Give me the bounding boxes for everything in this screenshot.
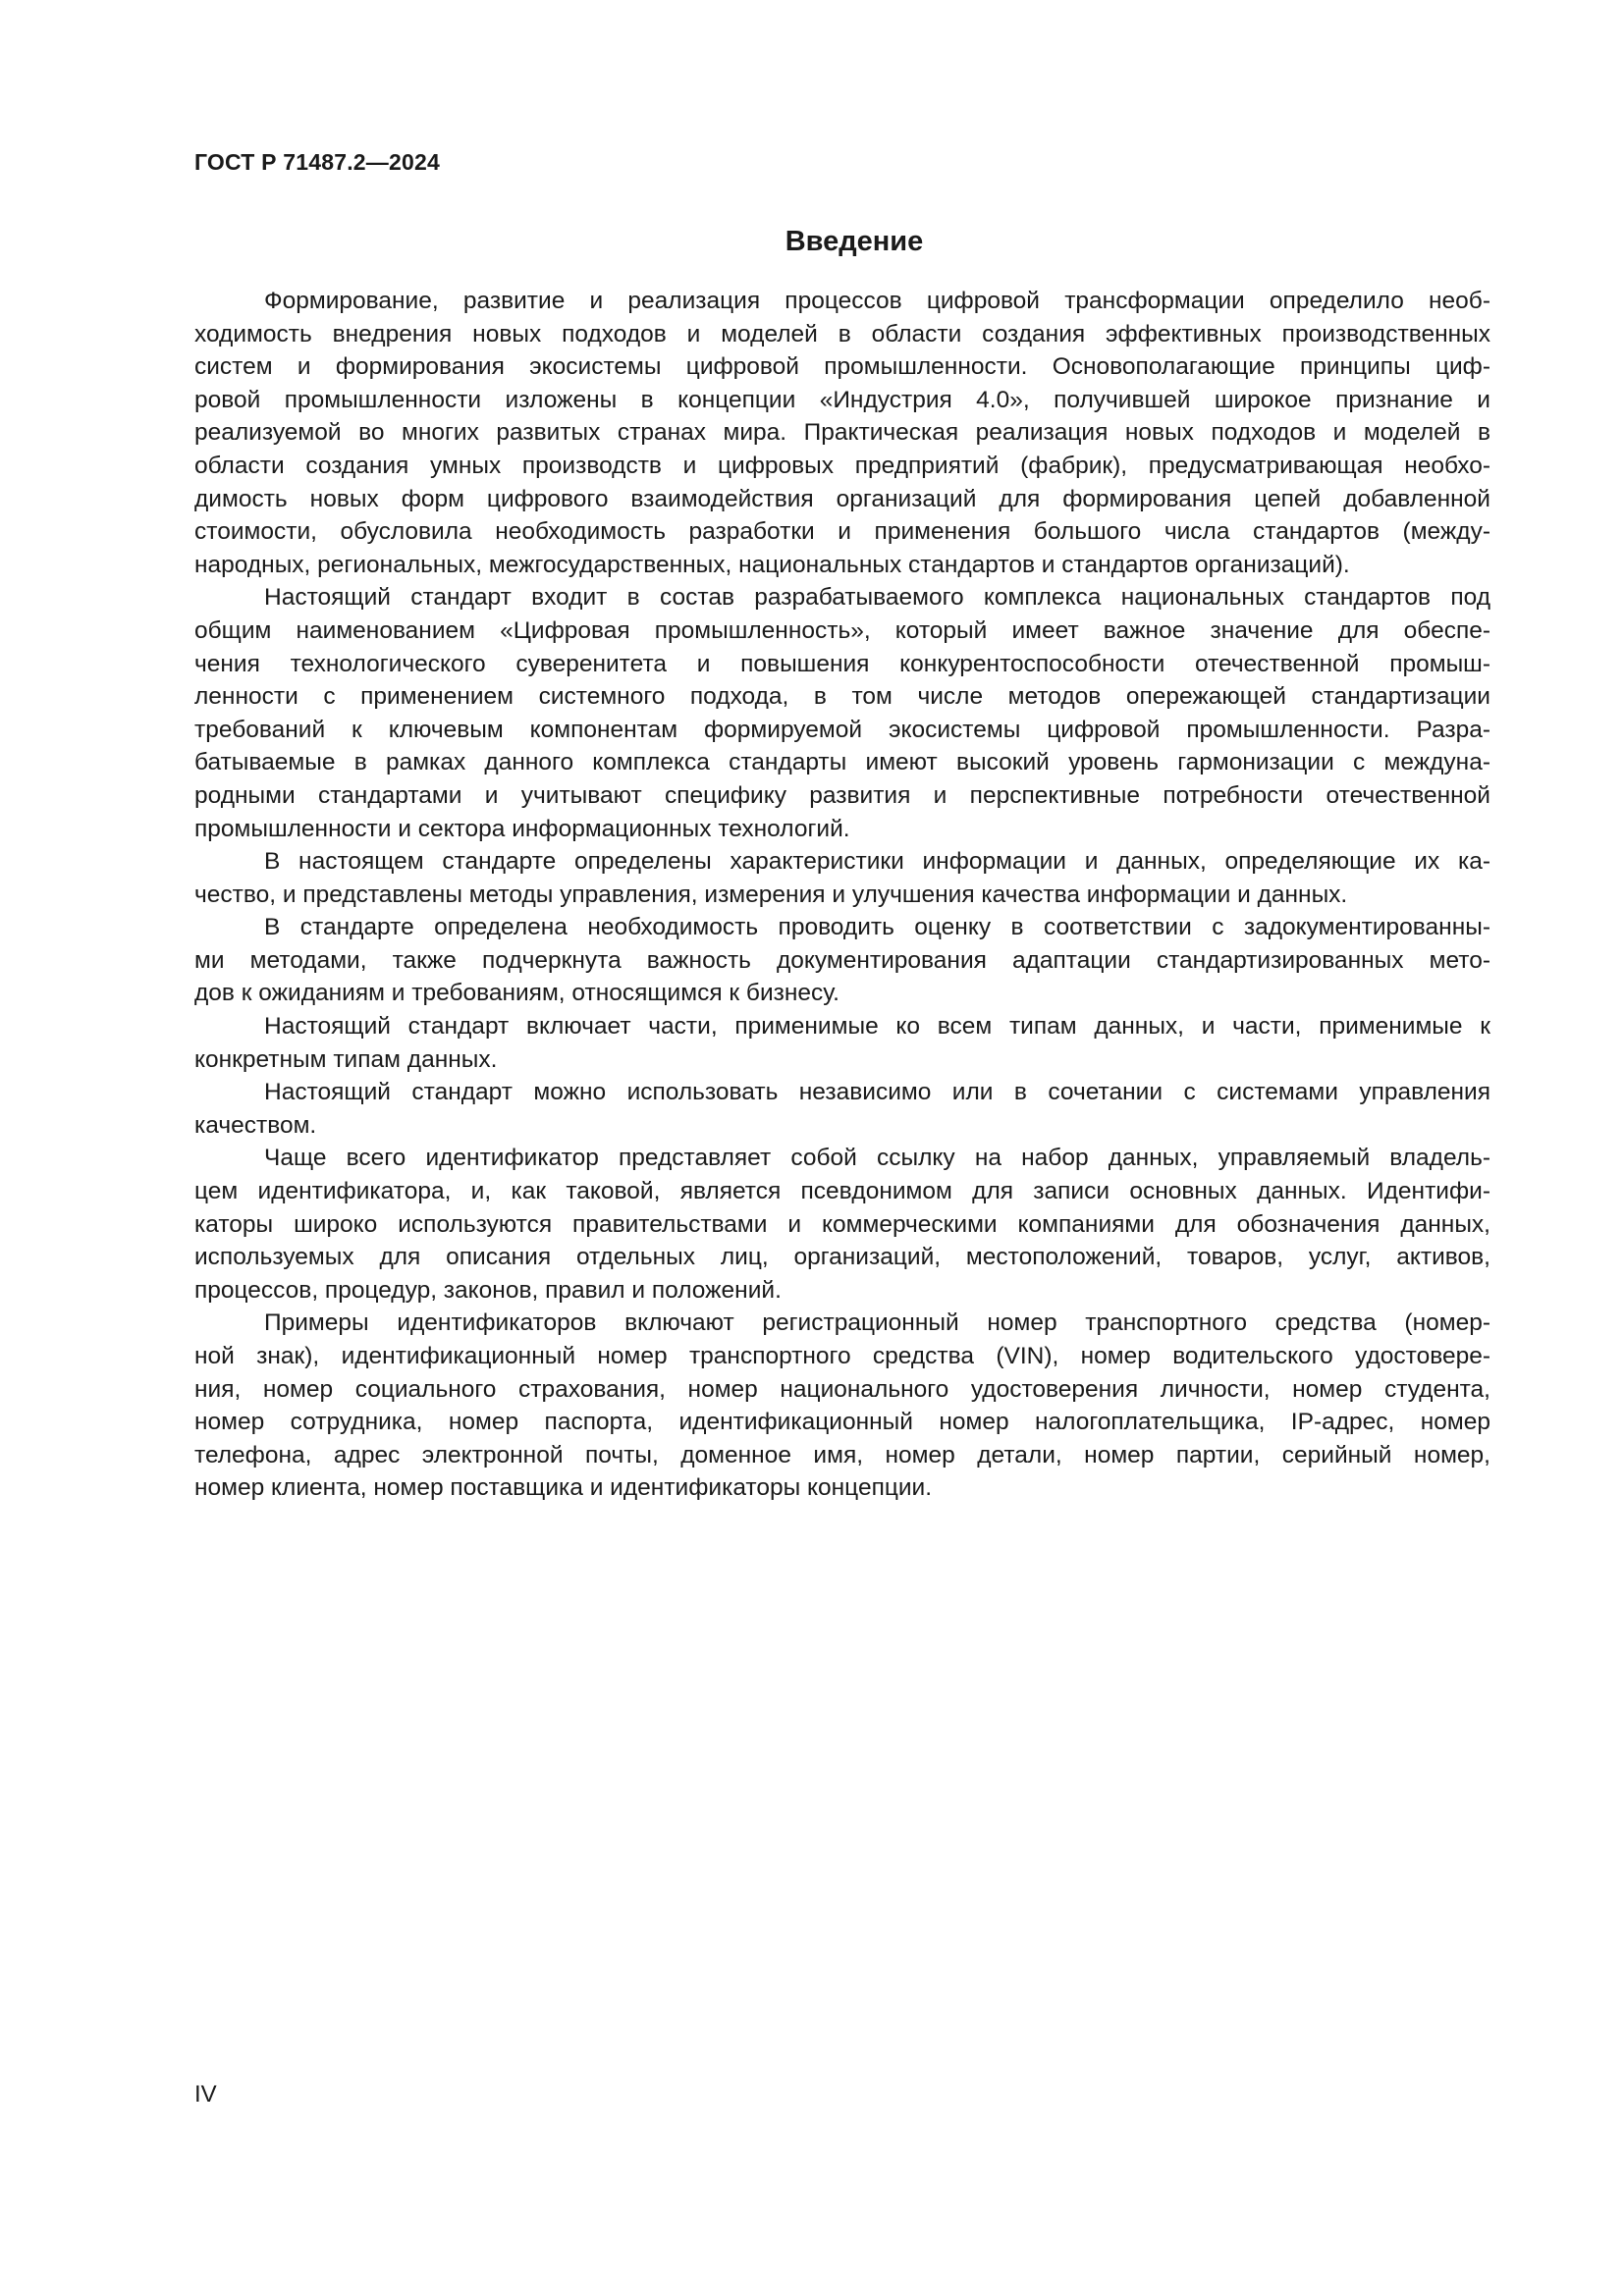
text-line: номер сотрудника, номер паспорта, идентификационный номер налогоплательщика, IP-адрес, номер (194, 1409, 1490, 1436)
text-line: конкретным типам данных. (194, 1045, 498, 1073)
text-line: Настоящий стандарт можно использовать независимо или в сочетании с системами управления (264, 1079, 1490, 1106)
section-title: Введение (785, 226, 924, 257)
text-line: промышленности и сектора информационных технологий. (194, 815, 850, 842)
text-line: систем и формирования экосистемы цифровой промышленности. Основополагающие принципы циф- (194, 353, 1490, 381)
text-line: Настоящий стандарт входит в состав разрабатываемого комплекса национальных стандартов под (264, 584, 1490, 612)
text-line: батываемые в рамках данного комплекса стандарты имеют высокий уровень гармонизации с междуна- (194, 749, 1490, 776)
paragraph (194, 1307, 1490, 1505)
text-line: общим наименованием «Цифровая промышленность», который имеет важное значение для обеспе- (194, 616, 1490, 644)
text-line: цем идентификатора, и, как таковой, является псевдонимом для записи основных данных. Идентифи- (194, 1178, 1490, 1205)
text-line: процессов, процедур, законов, правил и положений. (194, 1276, 782, 1304)
text-line: области создания умных производств и цифровых предприятий (фабрик), предусматривающая необхо- (194, 452, 1490, 479)
text-line: Формирование, развитие и реализация процессов цифровой трансформации определило необ- (264, 288, 1490, 314)
text-line: народных, региональных, межгосударственных, национальных стандартов и стандартов организаций). (194, 551, 1350, 578)
document-header: ГОСТ Р 71487.2—2024 (194, 149, 440, 175)
text-line: телефона, адрес электронной почты, доменное имя, номер детали, номер партии, серийный номер, (194, 1441, 1490, 1468)
text-line: ми методами, также подчеркнута важность документирования адаптации стандартизированных мето- (194, 946, 1490, 974)
text-line: Настоящий стандарт включает части, применимые ко всем типам данных, и части, применимые к (264, 1013, 1490, 1041)
text-line: качеством. (194, 1111, 317, 1139)
text-line: реализуемой во многих развитых странах мира. Практическая реализация новых подходов и моделей в (194, 419, 1490, 447)
text-line: димость новых форм цифрового взаимодействия организаций для формирования цепей добавленной (194, 485, 1490, 512)
text-line: требований к ключевым компонентам формируемой экосистемы цифровой промышленности. Разра- (194, 716, 1490, 743)
text-line: стоимости, обусловила необходимость разработки и применения большого числа стандартов (между- (194, 518, 1490, 546)
text-line: номер клиента, номер поставщика и идентификаторы концепции. (194, 1474, 933, 1502)
text-line: Примеры идентификаторов включают регистрационный номер транспортного средства (номер- (264, 1309, 1490, 1337)
text-line: ровой промышленности изложены в концепции «Индустрия 4.0», получившей широкое признание и (194, 386, 1490, 413)
body-text (194, 285, 1490, 1505)
text-line: В стандарте определена необходимость проводить оценку в соответствии с задокументированны- (264, 914, 1490, 941)
text-line: ходимость внедрения новых подходов и моделей в области создания эффективных производственных (194, 320, 1490, 347)
text-line: чения технологического суверенитета и повышения конкурентоспособности отечественной промыш- (194, 650, 1490, 677)
paragraph (194, 581, 1490, 845)
paragraph (194, 911, 1490, 1010)
text-line: ной знак), идентификационный номер транспортного средства (VIN), номер водительского удостовере- (194, 1343, 1490, 1369)
page-number: IV (194, 2081, 217, 2108)
text-line: родными стандартами и учитывают специфику развития и перспективные потребности отечественной (194, 781, 1490, 809)
text-line: В настоящем стандарте определены характеристики информации и данных, определяющие их ка- (264, 848, 1490, 876)
paragraph (194, 1142, 1490, 1307)
paragraph (194, 845, 1490, 911)
text-line: каторы широко используются правительствами и коммерческими компаниями для обозначения данных, (194, 1210, 1490, 1238)
text-line: чество, и представлены методы управления, измерения и улучшения качества информации и данных. (194, 881, 1348, 908)
paragraph (194, 1010, 1490, 1076)
text-line: используемых для описания отдельных лиц, организаций, местоположений, товаров, услуг, активов, (194, 1244, 1490, 1271)
text-line: Чаще всего идентификатор представляет собой ссылку на набор данных, управляемый владель- (264, 1145, 1490, 1172)
text-line: дов к ожиданиям и требованиям, относящимся к бизнесу. (194, 980, 839, 1007)
paragraph (194, 285, 1490, 581)
text-line: ния, номер социального страхования, номер национального удостоверения личности, номер студента, (194, 1375, 1490, 1403)
paragraph (194, 1076, 1490, 1142)
text-line: ленности с применением системного подхода, в том числе методов опережающей стандартизации (194, 683, 1490, 711)
